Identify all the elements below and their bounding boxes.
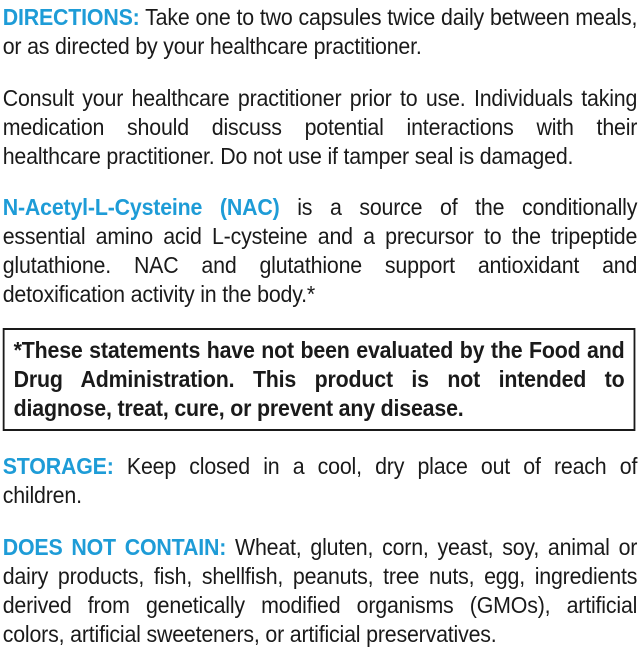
does-not-contain-body: Wheat, gluten, corn, yeast, soy, animal or dairy products, fish, shellfish, peanuts, tree nuts, egg, ingredients derived from genetically modified organisms (GMOs), artificial colors, artificial sweeteners, or artificial preservatives.: [2, 534, 638, 647]
fda-disclaimer-box: [3, 328, 636, 431]
storage-paragraph: [3, 452, 637, 510]
directions-paragraph: [3, 3, 637, 61]
nac-body: is a source of the conditionally essential amino acid L-cysteine and a precursor to the tripeptide glutathione. NAC and glutathione support antioxidant and detoxification activity in the body.*: [2, 194, 638, 307]
nac-heading: N-Acetyl-L-Cysteine (NAC): [2, 194, 280, 220]
directions-heading: DIRECTIONS:: [2, 4, 140, 30]
does-not-contain-paragraph: [3, 533, 637, 649]
consult-body: Consult your healthcare practitioner prior to use. Individuals taking medication should discuss potential interactions with their healthcare practitioner. Do not use if tamper seal is damaged.: [2, 85, 638, 169]
storage-heading: STORAGE:: [2, 453, 114, 479]
nac-description-paragraph: [3, 193, 637, 309]
directions-body: Take one to two capsules twice daily between meals, or as directed by your healthcare practitioner.: [2, 4, 638, 59]
storage-body: Keep closed in a cool, dry place out of reach of children.: [2, 453, 638, 508]
fda-disclaimer-text: *These statements have not been evaluated by the Food and Drug Administration. This product is not intended to diagnose, treat, cure, or prevent any disease.: [13, 337, 625, 421]
does-not-contain-heading: DOES NOT CONTAIN:: [2, 534, 227, 560]
consult-paragraph: [3, 84, 637, 171]
